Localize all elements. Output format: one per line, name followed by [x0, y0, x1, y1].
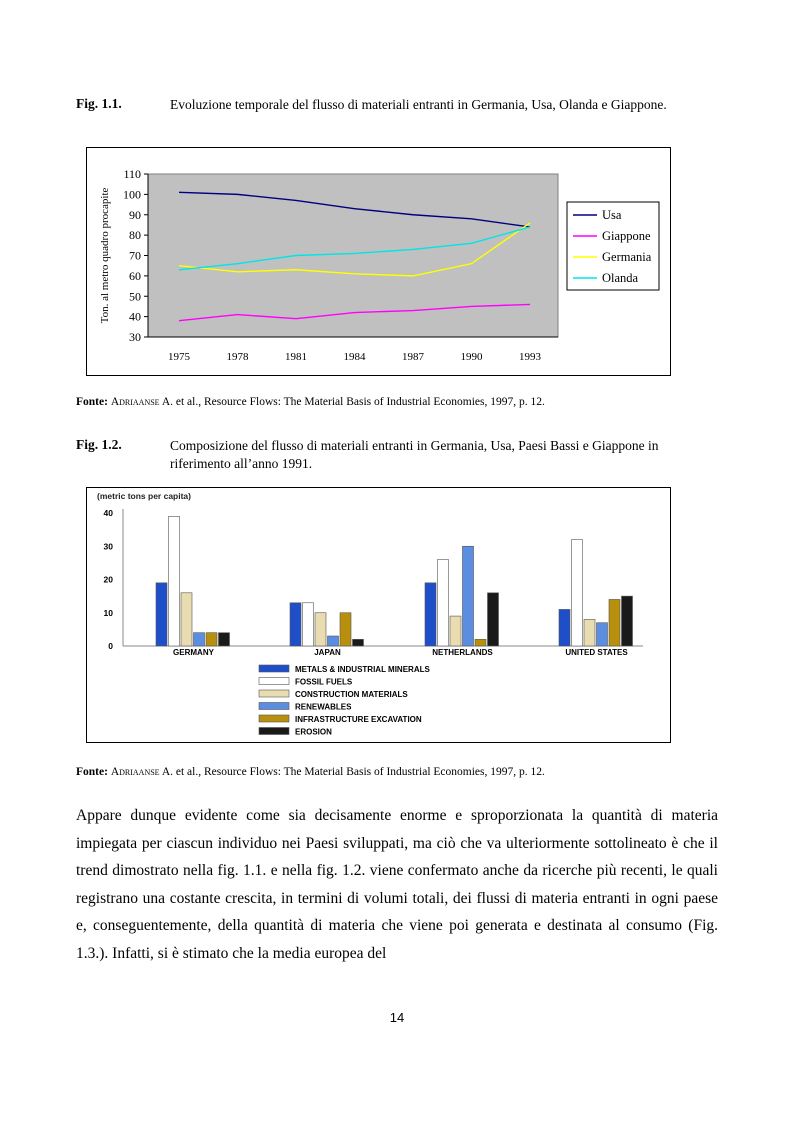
legend-label: FOSSIL FUELS	[295, 677, 353, 687]
category-label: JAPAN	[314, 648, 341, 657]
source-citation: A. et al., Resource Flows: The Material Basis of Industrial Economies, 1997, p. 12.	[159, 396, 545, 408]
x-tick-label: 1990	[460, 351, 483, 363]
bar-2-0	[425, 583, 436, 646]
legend-label: Germania	[602, 250, 652, 264]
category-label: NETHERLANDS	[432, 648, 493, 657]
x-tick-label: 1981	[285, 351, 307, 363]
legend-label: RENEWABLES	[295, 702, 352, 712]
y-tick-label: 30	[103, 541, 113, 552]
legend-label: Usa	[602, 208, 622, 222]
y-tick-label: 70	[129, 248, 141, 263]
bar-0-4	[206, 633, 217, 646]
y-tick-label: 30	[129, 330, 141, 344]
bar-2-5	[488, 593, 499, 646]
bar-3-3	[597, 623, 608, 646]
legend-swatch	[259, 690, 289, 697]
legend-label: INFRASTRUCTURE EXCAVATION	[295, 715, 422, 724]
bar-2-4	[475, 639, 486, 646]
legend-swatch	[259, 678, 289, 685]
legend-swatch	[259, 728, 289, 735]
x-tick-label: 1975	[168, 351, 190, 363]
legend-swatch	[259, 665, 289, 672]
figure-2-source	[76, 766, 545, 778]
page-number: 14	[389, 1010, 405, 1025]
y-tick-label: 110	[123, 167, 141, 181]
figure-1-source	[76, 396, 545, 408]
figure-1-caption: Evoluzione temporale del flusso di materiali entranti in Germania, Usa, Olanda e Giappone.	[170, 97, 667, 112]
legend-swatch	[259, 703, 289, 710]
y-tick-label: 10	[103, 607, 113, 618]
y-tick-label: 100	[123, 187, 141, 202]
bar-1-1	[303, 603, 314, 646]
source-prefix: Fonte:	[76, 766, 108, 778]
y-axis-unit: (metric tons per capita)	[97, 491, 191, 501]
source-author: Adriaanse	[110, 396, 160, 408]
figure-1-label: Fig. 1.1.	[76, 96, 122, 111]
category-label: UNITED STATES	[565, 648, 628, 657]
legend-swatch	[259, 715, 289, 722]
y-tick-label: 20	[103, 574, 113, 585]
source-author: Adriaanse	[110, 766, 160, 778]
bar-0-2	[181, 593, 192, 646]
legend-label: Giappone	[602, 229, 651, 243]
bar-1-0	[290, 603, 301, 646]
bar-3-1	[572, 540, 583, 646]
y-tick-label: 80	[129, 228, 141, 243]
y-tick-label: 90	[129, 207, 141, 222]
body-paragraph: Appare dunque evidente come sia decisamente enorme e sproporzionata la quantità di materia impiegata per ciascun individuo nei Paesi sviluppati, ma ciò che va ulteriormente sottolineato è che il trend dimostrato nella fig. 1.1. e nella fig. 1.2. viene confermato anche da ricerche più recenti, le quali registrano una costante crescita, in termini di volumi totali, dei flussi di materia entranti in ogni paese e, conseguentemente, della quantità di materia che viene poi generata e destinata al consumo (Fig. 1.3.). Infatti, si è stimato che la media europea del	[76, 807, 718, 962]
legend-label: EROSION	[295, 727, 332, 737]
source-prefix: Fonte:	[76, 396, 108, 408]
bar-2-3	[463, 546, 474, 646]
legend-label: METALS & INDUSTRIAL MINERALS	[295, 665, 430, 674]
bar-2-2	[450, 616, 461, 646]
category-label: GERMANY	[173, 648, 214, 657]
bar-3-0	[559, 609, 570, 646]
bar-1-5	[353, 639, 364, 646]
figure-2-label: Fig. 1.2.	[76, 437, 122, 452]
y-tick-label: 60	[129, 268, 141, 283]
bar-chart	[87, 488, 670, 742]
bar-1-4	[340, 613, 351, 646]
legend-label: CONSTRUCTION MATERIALS	[295, 690, 408, 699]
y-tick-label: 0	[108, 641, 113, 651]
y-tick-label: 50	[129, 289, 141, 304]
bar-3-2	[584, 619, 595, 646]
line-chart	[87, 148, 670, 375]
source-citation: A. et al., Resource Flows: The Material Basis of Industrial Economies, 1997, p. 12.	[159, 766, 545, 778]
bar-chart-frame	[86, 487, 671, 743]
bar-2-1	[438, 560, 449, 646]
bar-0-1	[169, 516, 180, 646]
x-tick-label: 1993	[519, 351, 541, 363]
bar-1-2	[315, 613, 326, 646]
line-chart-frame	[86, 147, 671, 376]
bar-0-0	[156, 583, 167, 646]
y-tick-label: 40	[103, 508, 113, 518]
bar-1-3	[328, 636, 339, 646]
x-tick-label: 1987	[402, 351, 424, 363]
y-axis-label: Ton. al metro quadro procapite	[99, 187, 111, 324]
bar-3-4	[609, 599, 620, 646]
x-tick-label: 1984	[343, 351, 366, 363]
x-tick-label: 1978	[226, 351, 249, 363]
bar-3-5	[622, 596, 633, 646]
bar-0-5	[219, 633, 230, 646]
y-tick-label: 40	[129, 309, 141, 324]
legend-label: Olanda	[602, 271, 639, 285]
bar-0-3	[194, 633, 205, 646]
figure-2-caption: Composizione del flusso di materiali entranti in Germania, Usa, Paesi Bassi e Giappone in riferimento all’anno 1991.	[170, 438, 659, 471]
